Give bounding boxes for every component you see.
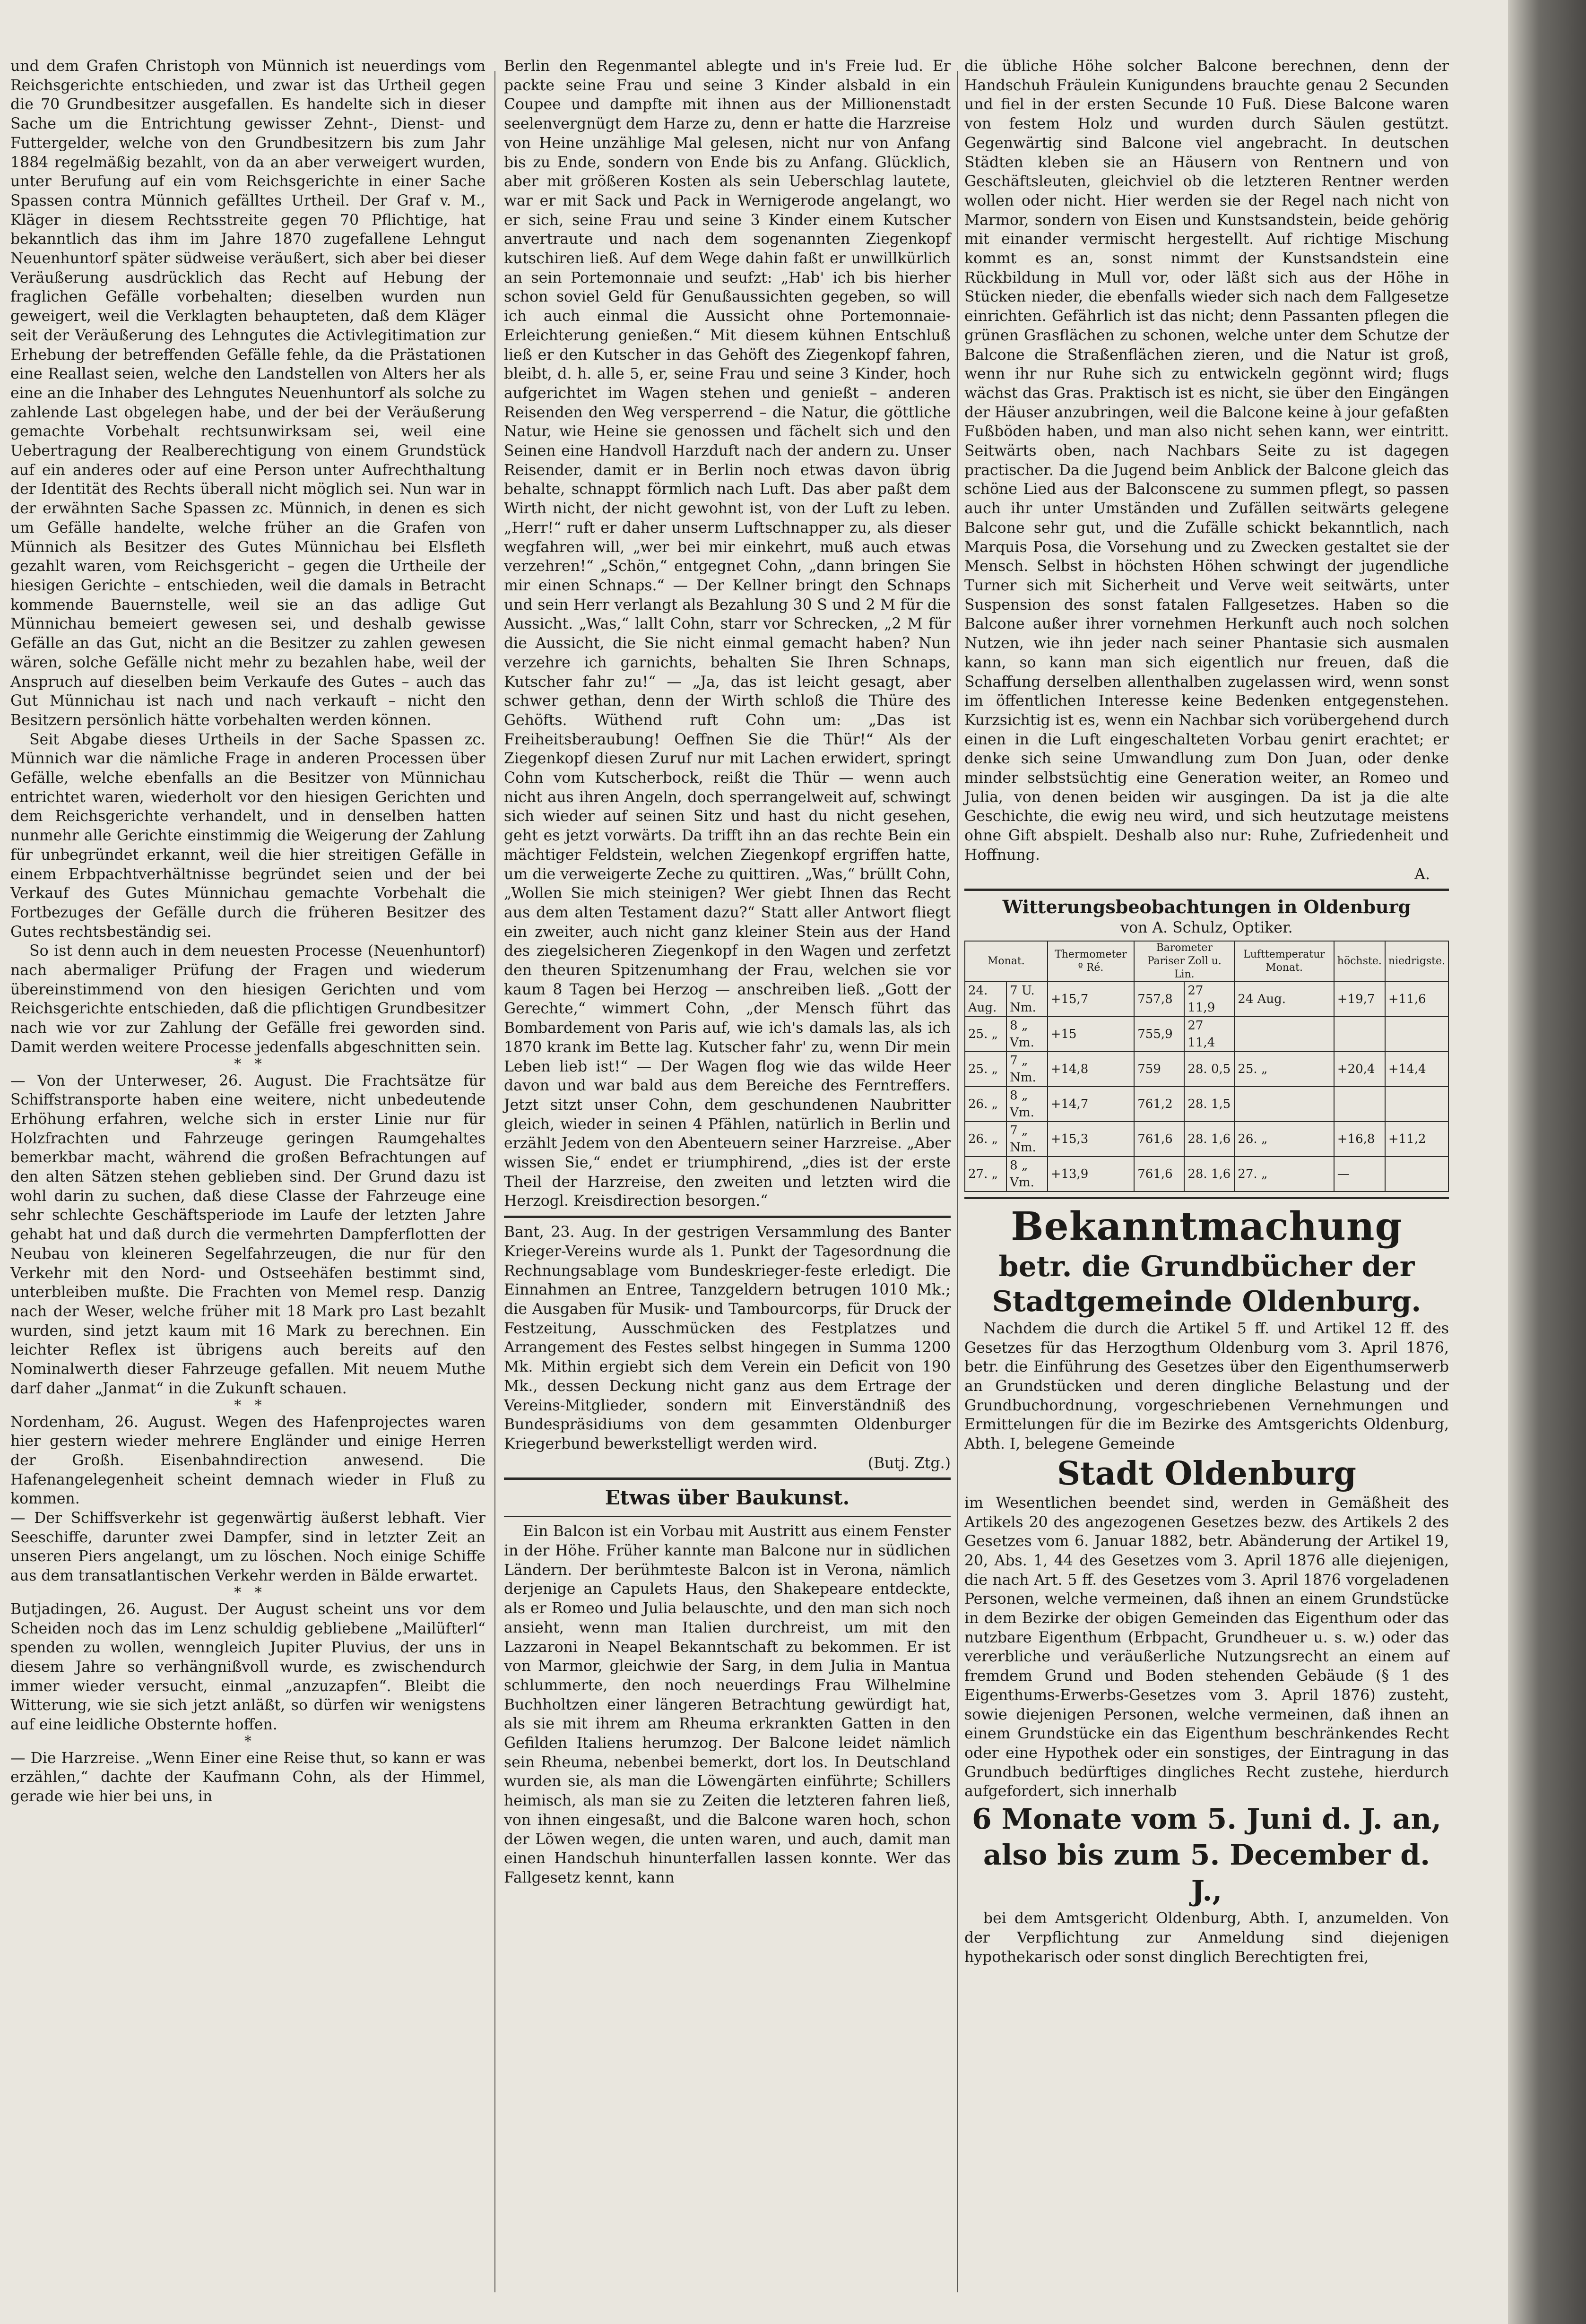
table-cell: 27 11,4 [1184, 1017, 1234, 1052]
table-cell: 757,8 [1134, 982, 1184, 1017]
feuilleton-title: Etwas über Baukunst. [605, 1486, 850, 1510]
section-divider [504, 1477, 951, 1480]
table-row [965, 1017, 1448, 1052]
article-paragraph: Berlin den Regenmantel ablegte und in's Freie lud. Er packte seine Frau und seine 3 Kinder alsbald in ein Coupee und dampfte mit ihnen aus der Millionenstadt seelenvergnügt dem Harze zu, denn er hatte die Harzreise von Heine unzählige Mal gelesen, nicht nur von Anfang bis zu Ende, sondern von Ende bis zu Anfang. Glücklich, aber mit größeren Kosten als sein Ueberschlag lautete, war er mit Sack und Pack in Wernigerode angelangt, wo er sich, seine Frau und seine 3 Kinder einem Kutscher anvertraute und nach dem sogenannten Ziegenkopf kutschiren ließ. Auf dem Wege dahin faßt er unwillkürlich an sein Portemonnaie und seufzt: „Hab' ich bis hierher schon soviel Geld für Genußaussichten gegeben, so will ich auch einmal die Aussicht ohne Portemonnaie-Erleichterung genießen.“ Mit diesem kühnen Entschluß ließ er den Kutscher in das Gehöft des Ziegenkopf fahren, bleibt, d. h. alle 5, er, seine Frau und seine 3 Kinder, hoch aufgerichtet im Wagen stehen und genießt – anderen Reisenden den Weg versperrend – die Natur, die göttliche Natur, wie Heine sie genossen und fächelt sich und den Seinen eine Handvoll Harzduft nach der andern zu. Unser Reisender, damit er in Berlin noch etwas davon übrig behalte, schnappt förmlich nach Luft. Das aber paßt dem Wirth nicht, der nicht gewohnt ist, von der Luft zu leben. „Herr!“ ruft er daher unserm Luftschnapper zu, als dieser wegfahren will, „wer bei mir einkehrt, muß auch etwas verzehren!“ „Schön,“ entgegnet Cohn, „dann bringen Sie mir einen Schnaps.“ — Der Kellner bringt den Schnaps und sein Herr verlangt als Bezahlung 30 S und 2 M für die Aussicht. „Was,“ lallt Cohn, starr vor Schrecken, „2 M für die Aussicht, die Sie nicht einmal gemacht haben? Nun verzehre ich garnichts, behalten Sie Ihren Schnaps, Kutscher fahr zu!“ — „Ja, das ist leicht gesagt, aber schwer gethan, denn der Wirth schloß die Thüre des Gehöfts. Wüthend ruft Cohn um: „Das ist Freiheitsberaubung! Oeffnen Sie die Thür!“ Als der Ziegenkopf diesen Zuruf nur mit Lachen erwidert, springt Cohn vom Kutscherbock, reißt die Thür — wenn auch nicht aus ihren Angeln, doch sperrangelweit auf, schwingt sich wieder auf seinen Sitz und hast du nicht gesehen, geht es jetzt vorwärts. Da trifft ihn an das rechte Bein ein mächtiger Feldstein, welchen Ziegenkopf ergriffen hatte, um die verweigerte Zeche zu quittiren. „Was,“ brüllt Cohn, „Wollen Sie mich steinigen? Wer giebt Ihnen das Recht aus dem alten Testament dazu?“ Statt aller Antwort fliegt ein zweiter, auch nicht ganz kleiner Stein aus der Hand des ziegelsicheren Ziegenkopf in den Wagen und zerfetzt den theuren Spitzenumhang der Frau, welchen sie vor kaum 8 Tagen bei Herzog — anschreiben ließ. „Gott der Gerechte,“ wimmert Cohn, „der Mensch führt das Bombardement von Paris auf, wie ich's damals las, als ich 1870 krank im Bette lag. Kutscher fahr' zu, wenn Dir mein Leben lieb ist!“ — Der Wagen flog wie das wilde Heer davon und war bald aus dem Bereiche des Ferntreffers. Jetzt sitzt unser Cohn, dem geschundenen Naubritter gleich, wieder in seinen 4 Pfählen, natürlich in Berlin und erzählt Jedem von den Abenteuern seiner Harzreise. „Aber wissen Sie,“ endet er triumphirend, „dies ist der erste Theil der Harzreise, den zweiten und letzten wird die Herzogl. Kreisdirection besorgen.“ [504, 58, 951, 1210]
table-cell: +14,4 [1385, 1052, 1448, 1087]
table-cell [1334, 1017, 1385, 1052]
table-cell: 25. „ [1234, 1052, 1334, 1087]
table-cell: +15,7 [1048, 982, 1135, 1017]
table-cell: — [1334, 1157, 1385, 1192]
table-cell: +19,7 [1334, 982, 1385, 1017]
table-cell: +13,9 [1048, 1157, 1135, 1192]
table-cell: 28. 1,5 [1184, 1087, 1234, 1122]
weather-header-cell: Barometer Pariser Zoll u. Lin. [1134, 941, 1234, 982]
notice-subtitle: Stadtgemeinde Oldenburg. [992, 1285, 1421, 1318]
table-cell: 24. Aug. [965, 982, 1006, 1017]
table-cell: 7 „ Nm. [1006, 1052, 1048, 1087]
table-cell: 26. „ [965, 1122, 1006, 1157]
weather-table [964, 941, 1449, 1192]
table-cell: 28. 0,5 [1184, 1052, 1234, 1087]
source-attribution: (Butj. Ztg.) [867, 1454, 951, 1472]
table-cell: 759 [1134, 1052, 1184, 1087]
notice-deadline: 6 Monate vom 5. Juni d. J. an, [971, 1803, 1442, 1836]
table-cell: 8 „ Vm. [1006, 1087, 1048, 1122]
article-paragraph: So ist denn auch in dem neuesten Processe (Neuenhuntorf) nach abermaliger Prüfung der Fragen und wiederum übereinstimmend von den hiesigen Gerichten und vom Reichsgerichte entschieden, daß die pflichtigen Grundbesitzer nach wie vor zur Zahlung der Gefälle frei geworden sind. Damit werden weitere Processe jedenfalls abgeschnitten sein. [10, 942, 485, 1056]
notice-subtitle: betr. die Grundbücher der [998, 1250, 1415, 1283]
table-cell [1385, 1017, 1448, 1052]
notice-text: bei dem Amtsgericht Oldenburg, Abth. I, anzumelden. Von der Verpflichtung zur Anmeldung sind diejenigen hypothekarisch oder sonst dinglich Berechtigten frei, [964, 1910, 1449, 1966]
weather-header-cell: Thermometer º Ré. [1048, 941, 1135, 982]
notice-text: im Wesentlichen beendet sind, werden in Gemäßheit des Artikels 20 des angezogenen Gesetzes bezw. des Artikels 2 des Gesetzes vom 6. Januar 1882, betr. Abänderung der Artikel 19, 20, Abs. 1, 44 des Gesetzes vom 3. April 1876 alle diejenigen, die nach Art. 5 ff. des Gesetzes vom 3. April 1876 vorgeladenen Personen, welche vermeinen, daß ihnen an einem Grundstücke in dem Bezirke der obigen Gemeinden das Eigenthum oder das nutzbare Eigenthum (Erbpacht, Grundheuer u. s. w.) oder das vererbliche und veräußerliche Nutzungsrecht an einem auf fremdem Grund und Boden stehenden Gebäude (§ 1 des Eigenthums-Erwerbs-Gesetzes vom 3. April 1876) zusteht, sowie diejenigen Personen, welche vermeinen, daß ihnen an einem Grundstücke ein das Eigenthum beschränkendes Recht oder eine Hypothek oder ein sonstiges, der Eintragung in das Grundbuch bedürftiges dingliches Recht zustehe, hierdurch aufgefordert, sich innerhalb [964, 1494, 1449, 1800]
column-rule [494, 71, 495, 2292]
table-cell: +11,2 [1385, 1122, 1448, 1157]
table-cell: 761,2 [1134, 1087, 1184, 1122]
signature: A. [1414, 865, 1430, 883]
article-paragraph: — Der Schiffsverkehr ist gegenwärtig äußerst lebhaft. Vier Seeschiffe, darunter zwei Dampfer, sind in letzter Zeit an unseren Piers angelangt, um zu löschen. Noch einige Schiffe aus dem transatlantischen Verkehr werden in Bälde erwartet. [10, 1510, 485, 1585]
article-paragraph: Seit Abgabe dieses Urtheils in der Sache Spassen zc. Münnich war die nämliche Frage in anderen Processen über Gefälle, welche ebenfalls an die Besitzer von Münnichau entrichtet waren, wiederholt vor den hiesigen Gerichten und dem Reichsgerichte verhandelt, und in denselben hatten nunmehr alle Gerichte einstimmig die Weigerung der Zahlung für unbegründet erkannt, weil die hier streitigen Gefälle in einem Erbpachtverhältnisse begründet seien und der bei Verkauf des Gutes Münnichau gemachte Vorbehalt die Fortbezuges der Gefälle durch die früheren Besitzer des Gutes rechtsbeständig sei. [10, 731, 485, 941]
weather-subtitle: von A. Schulz, Optiker. [1120, 919, 1293, 937]
table-cell: 28. 1,6 [1184, 1157, 1234, 1192]
article-paragraph: Bant, 23. Aug. In der gestrigen Versammlung des Banter Krieger-Vereins wurde als 1. Punkt der Tagesordnung die Rechnungsablage vom Bundeskrieger-feste erledigt. Die Einnahmen an Entree, Tanzgeldern betrugen 1010 Mk.; die Ausgaben für Musik- und Tambourcorps, für Druck der Festzeitung, Ausschmücken des Festplatzes und Arrangement des Festes selbst hingegen in Summa 1200 Mk. Mithin ergiebt sich dem Verein ein Deficit von 190 Mk., dessen Deckung nicht ganz aus dem Ertrage der Vereins-Mitglieder, sondern mit Einverständniß des Bundespräsidiums von dem gesammten Oldenburger Kriegerbund bewerkstelligt werden wird. [504, 1224, 951, 1452]
table-cell: 25. „ [965, 1017, 1006, 1052]
scan-edge [1508, 0, 1586, 2324]
article-paragraph: — Von der Unterweser, 26. August. Die Frachtsätze für Schiffstransporte haben eine weitere, nicht unbedeutende Erhöhung erfahren, welche sich in erster Linie nur für Holzfrachten und Fahrzeuge geringen Raumgehaltes bemerkbar macht, während die großen Befrachtungen auf den alten Sätzen stehen geblieben sind. Der Grund dazu ist wohl darin zu suchen, daß diese Classe der Fahrzeuge eine sehr schlechte Geschäftsperiode im Laufe der letzten Jahre gehabt hat und daß durch die vermehrten Dampferflotten der Neubau von kleineren Segelfahrzeugen, die nur für den Verkehr mit den Nord- und Ostseehäfen bestimmt sind, unterbleiben mußte. Die Frachten von Memel resp. Danzig nach der Weser, welche früher mit 18 Mark pro Last bezahlt wurden, sind jetzt kaum mit 16 Mark zu berechnen. Ein leichter Reflex ist übrigens auch bereits auf den Nominalwerth dieser Fahrzeuge gefallen. Mit neuem Muthe darf daher „Janmat“ in die Zukunft schauen. [10, 1072, 485, 1397]
table-cell: 8 „ Vm. [1006, 1017, 1048, 1052]
table-cell: 26. „ [965, 1087, 1006, 1122]
notice-text: Nachdem die durch die Artikel 5 ff. und Artikel 12 ff. des Gesetzes für das Herzogthum Oldenburg vom 3. April 1876, betr. die Einführung des Gesetzes über den Eigenthumserwerb an Grundstücken und deren dingliche Belastung und der Grundbuchordnung, vorgeschriebenen Vernehmungen und Ermittelungen für die im Bezirke des Amtsgerichts Oldenburg, Abth. I, belegene Gemeinde [964, 1320, 1449, 1453]
table-cell [1385, 1087, 1448, 1122]
table-row [965, 1157, 1448, 1192]
table-cell: +14,7 [1048, 1087, 1135, 1122]
table-cell: 28. 1,6 [1184, 1122, 1234, 1157]
table-cell: +20,4 [1334, 1052, 1385, 1087]
separator-stars: * * [234, 1584, 262, 1601]
table-cell [1334, 1087, 1385, 1122]
table-cell: 8 „ Vm. [1006, 1157, 1048, 1192]
table-cell [1234, 1017, 1334, 1052]
table-cell: 7 „ Nm. [1006, 1122, 1048, 1157]
table-cell [1234, 1087, 1334, 1122]
table-cell [1385, 1157, 1448, 1192]
article-paragraph: — Die Harzreise. „Wenn Einer eine Reise thut, so kann er was erzählen,“ dachte der Kaufmann Cohn, als der Himmel, gerade wie hier bei uns, in [10, 1749, 485, 1806]
column-rule [957, 71, 958, 2292]
section-divider [964, 889, 1449, 891]
weather-header-cell: Monat. [965, 941, 1048, 982]
weather-header-row [965, 941, 1448, 982]
table-cell: 25. „ [965, 1052, 1006, 1087]
table-cell: 24 Aug. [1234, 982, 1334, 1017]
table-cell: 761,6 [1134, 1122, 1184, 1157]
article-paragraph: Nordenham, 26. August. Wegen des Hafenprojectes waren hier gestern wieder mehrere Engländer und einige Herren der Großh. Eisenbahndirection anwesend. Die Hafenangelegenheit scheint demnach wieder in Fluß zu kommen. [10, 1413, 485, 1508]
section-divider [504, 1516, 951, 1517]
column-middle [504, 57, 951, 1888]
article-paragraph: die übliche Höhe solcher Balcone berechnen, denn der Handschuh Fräulein Kunigundens brauchte genau 2 Secunden und fiel in der ersten Secunde 10 Fuß. Diese Balcone waren von festem Holz und wurden durch Säulen gestützt. Gegenwärtig sind Balcone viel angebracht. In deutschen Städten kleben sie an Häusern von Rentnern und von Geschäftsleuten, gleichviel ob die letzteren Rentner werden wollen oder nicht. Hier werden sie der Regel nach nicht von Marmor, sondern von Eisen und Kunstsandstein, beide gehörig mit einander vermischt hergestellt. Auf richtige Mischung kommt es an, sonst nimmt der Kunstsandstein eine Rückbildung in Mull vor, oder läßt sich aus der Höhe in Stücken nieder, die ebenfalls wieder sich nach dem Fallgesetze einrichten. Gefährlich ist das nicht; denn Passanten pflegen die grünen Grasflächen zu schonen, welche unter dem Schutze der Balcone die Straßenflächen zieren, und die Natur ist groß, wenn ihr nur Ruhe sich zu entwickeln gegönnt wird; flugs wächst das Gras. Praktisch ist es nicht, sie über den Eingängen der Häuser anzubringen, weil die Balcone keine à jour gefaßten Fußböden haben, und man also nicht sehen kann, wer eintritt. Seitwärts oben, nach Nachbars Seite zu ist dagegen practischer. Da die Jugend beim Anblick der Balcone gleich das schöne Lied aus der Balconscene zu summen pflegt, so passen auch ihr unter Umständen und Zufällen seitwärts gelegene Balcone sehr gut, und die Zufälle schickt bekanntlich, nach Marquis Posa, die Vorsehung und zu Zwecken gestaltet sie der Mensch. Selbst in höchsten Höhen schwingt der jugendliche Turner sich mit Sicherheit und Verve weit seitwärts, unter Suspension des sonst fatalen Fallgesetzes. Haben so die Balcone außer ihrer vornehmen Herkunft auch noch solchen Nutzen, wie ihn jeder nach seiner Phantasie sich ausmalen kann, so kann man sich eigentlich nur freuen, daß die Schaffung derselben allenthalben zugelassen wird, wenn sonst im öffentlichen Interesse keine Bedenken entgegenstehen. Kurzsichtig ist es, wenn ein Nachbar sich vorübergehend durch einen in die Luft eingeschalteten Vorbau genirt erachtet; er denke sich seine Umwandlung zum Don Juan, oder denke minder selbstsüchtig eine Generation weiter, an Romeo und Julia, von denen beiden wir ausgingen. Da ist ja die alte Geschichte, die ewig neu wird, und sich heutzutage meistens ohne Gift abspielt. Deshalb also nur: Ruhe, Zufriedenheit und Hoffnung. [964, 58, 1449, 864]
weather-header-cell: Lufttemperatur Monat. [1234, 941, 1334, 982]
table-cell: 26. „ [1234, 1122, 1334, 1157]
notice-deadline: also bis zum 5. December d. J., [983, 1839, 1430, 1908]
article-paragraph: und dem Grafen Christoph von Münnich ist neuerdings vom Reichsgerichte entschieden, und zwar ist das Urtheil gegen die 70 Grundbesitzer ausgefallen. Es handelte sich in dieser Sache um die Entrichtung gewisser Zehnt-, Dienst- und Futtergelder, welche von den Grundbesitzern bis zum Jahr 1884 regelmäßig bezahlt, von da an aber verweigert wurden, unter Berufung auf ein vom Reichsgerichte in einer Sache Spassen contra Münnich gefälltes Urtheil. Der Graf v. M., Kläger in diesem Rechtsstreite gegen 70 Pflichtige, hat bekanntlich das ihm im Jahre 1870 zugefallene Lehngut Neuenhuntorf später südweise veräußert, sich aber bei dieser Veräußerung ausdrücklich das Recht auf Hebung der fraglichen Gefälle vorbehalten; dieselben wurden nun geweigert, weil die Verklagten behaupteten, daß dem Kläger seit der Veräußerung des Lehngutes die Activlegitimation zur Erhebung der betreffenden Gefälle fehle, da die Prästationen eine Reallast seien, welche den Landstellen von Alters her als eine an die Inhaber des Lehngutes Neuenhuntorf als solche zu zahlende Last obgelegen habe, und der bei der Veräußerung gemachte Vorbehalt rechtsunwirksam sei, weil eine Uebertragung der Realberechtigung von einem Grundstück auf ein anderes oder auf eine Person unter Aufrechthaltung der Identität des Rechts überall nicht möglich sei. Nun war in der erwähnten Sache Spassen zc. Münnich, in denen es sich um Gefälle handelte, welche früher an die Grafen von Münnich als Besitzer des Gutes Münnichau bei Elsfleth gezahlt waren, vom Reichsgericht – gegen die Urtheile der hiesigen Gerichte – entschieden, weil die damals in Betracht kommende Bauernstelle, weil sie an das adlige Gut Münnichau bemeiert gewesen sei, und deshalb gewisse Gefälle an das Gut, nicht an die Besitzer zu zahlen gewesen wären, solche Gefälle nicht mehr zu bezahlen habe, weil der Anspruch auf dieselben beim Verkaufe des Gutes – auch das Gut Münnichau ist nach und nach verkauft – nicht den Besitzern persönlich hätte vorbehalten werden können. [10, 58, 485, 729]
table-cell: 761,6 [1134, 1157, 1184, 1192]
column-right [964, 57, 1449, 1967]
table-cell: 755,9 [1134, 1017, 1184, 1052]
notice-place: Stadt Oldenburg [1057, 1454, 1356, 1493]
table-row [965, 1122, 1448, 1157]
table-cell: +16,8 [1334, 1122, 1385, 1157]
table-cell: 27 11,9 [1184, 982, 1234, 1017]
weather-header-cell: höchste. [1334, 941, 1385, 982]
article-paragraph: Butjadingen, 26. August. Der August scheint uns vor dem Scheiden noch das im Lenz schuldig gebliebene „Mailüfterl“ spenden zu wollen, wenngleich Jupiter Pluvius, der uns in diesem Jahre so verhängnißvoll wurde, es zwischendurch immer wieder versucht, einmal „anzuzapfen“. Bleibt die Witterung, wie sie sich jetzt anläßt, so dürfen wir wenigstens auf eine leidliche Obsternte hoffen. [10, 1600, 485, 1734]
separator-stars: * * [234, 1397, 262, 1414]
weather-title: Witterungsbeobachtungen in Oldenburg [1002, 896, 1411, 918]
separator-stars: * [244, 1733, 251, 1750]
table-row [965, 1052, 1448, 1087]
notice-title: Bekanntmachung [1011, 1203, 1403, 1249]
table-cell: +15 [1048, 1017, 1135, 1052]
table-cell: 27. „ [965, 1157, 1006, 1192]
column-left [10, 57, 485, 1806]
table-row [965, 1087, 1448, 1122]
table-cell: +14,8 [1048, 1052, 1135, 1087]
table-row [965, 982, 1448, 1017]
table-cell: +15,3 [1048, 1122, 1135, 1157]
table-cell: +11,6 [1385, 982, 1448, 1017]
section-divider [504, 1216, 951, 1218]
weather-header-cell: niedrigste. [1385, 941, 1448, 982]
table-cell: 7 U. Nm. [1006, 982, 1048, 1017]
section-divider [964, 1197, 1449, 1199]
feuilleton-text: Ein Balcon ist ein Vorbau mit Austritt aus einem Fenster in der Höhe. Früher kannte man Balcone nur in südlichen Ländern. Der berühmteste Balcon ist in Verona, nämlich derjenige an Capulets Haus, den Shakepeare entdeckte, als er Romeo und Julia belauschte, und den man sich noch ansieht, wenn man Italien durchreist, um mit den Lazzaroni in Neapel Bekanntschaft zu bekommen. Er ist von Marmor, gleichwie der Sarg, in dem Julia in Mantua schlummerte, den noch neuerdings Frau Wilhelmine Buchholtzen einer längeren Betrachtung gewürdigt hat, als sie mit ihrem am Rheuma erkrankten Gatten in den Gefilden Italiens herumzog. Der Balcone leidet nämlich sein Rheuma, nebenbei bemerkt, dort los. In Deutschland wurden sie, als man die Löwengärten einführte; Schillers heimisch, als man sie zu Zeiten die letzteren fahren ließ, von ihnen eingesaßt, und die Balcone waren hoch, schon der Löwen wegen, die unten waren, und auch, damit man einen Handschuh hinunterfallen lassen konnte. Wer das Fallgesetz kennt, kann [504, 1523, 951, 1886]
table-cell: 27. „ [1234, 1157, 1334, 1192]
separator-stars: * * [234, 1055, 262, 1072]
